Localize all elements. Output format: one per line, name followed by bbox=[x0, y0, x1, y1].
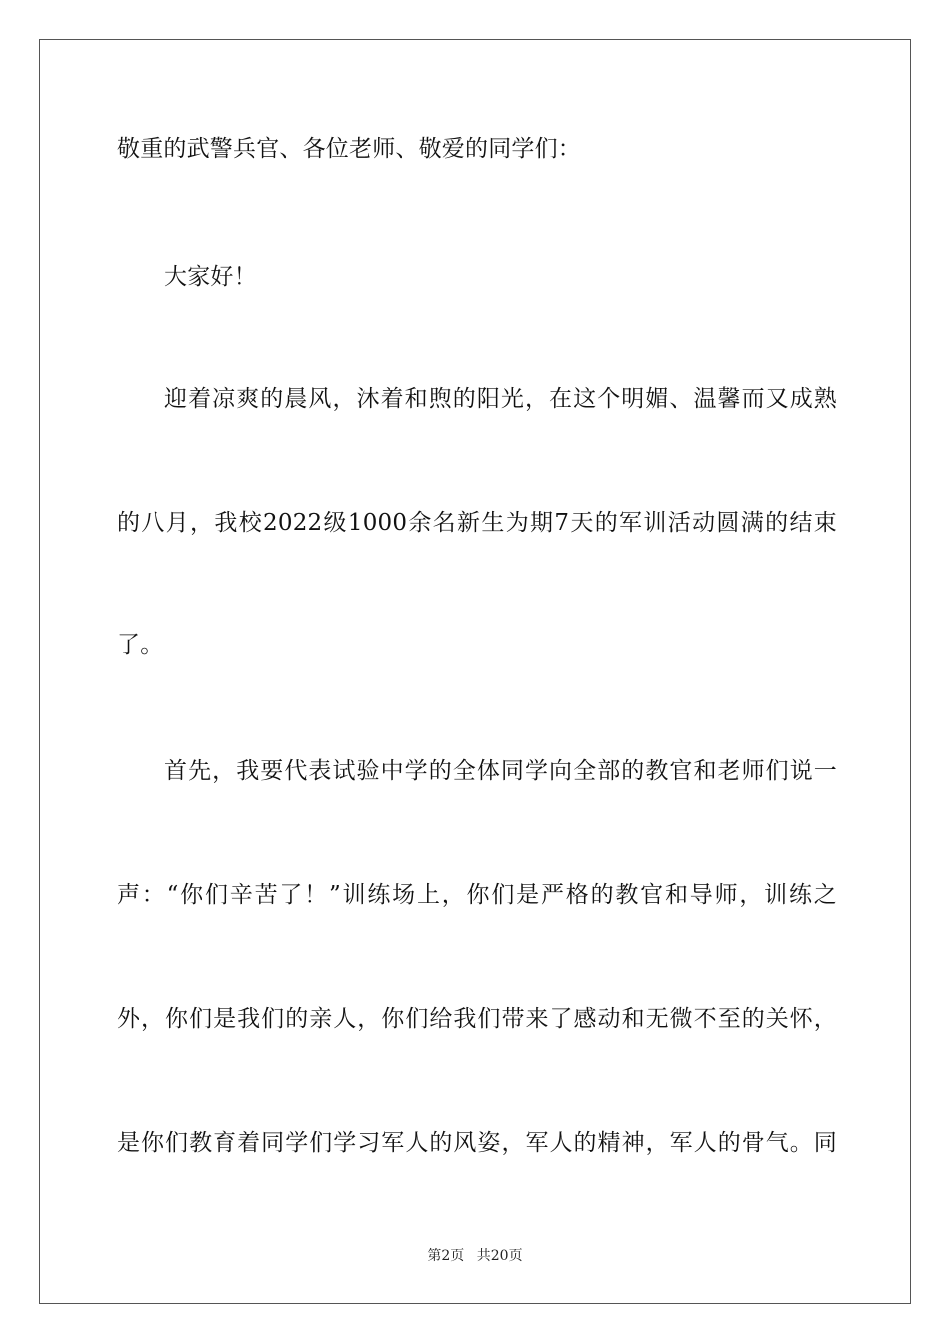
paragraph-2-line-1: 首先，我要代表试验中学的全体同学向全部的教官和老师们说一 bbox=[164, 758, 837, 784]
salutation-line: 敬重的武警兵官、各位老师、敬爱的同学们： bbox=[117, 136, 581, 162]
greeting-line: 大家好！ bbox=[164, 264, 257, 290]
paragraph-1-line-3: 了。 bbox=[117, 632, 164, 658]
paragraph-2-line-2: 声：“你们辛苦了！”训练场上，你们是严格的教官和导师，训练之 bbox=[117, 882, 837, 908]
current-page-label: 第2页 bbox=[427, 1248, 465, 1264]
total-pages-label: 共20页 bbox=[476, 1248, 523, 1264]
page-border bbox=[39, 39, 911, 1304]
paragraph-1-line-2: 的八月，我校2022级1000余名新生为期7天的军训活动圆满的结束 bbox=[117, 510, 837, 536]
paragraph-2-line-3: 外，你们是我们的亲人，你们给我们带来了感动和无微不至的关怀， bbox=[117, 1006, 837, 1032]
paragraph-2-line-4: 是你们教育着同学们学习军人的风姿，军人的精神，军人的骨气。同 bbox=[117, 1130, 837, 1156]
page-footer bbox=[0, 1247, 950, 1265]
paragraph-1-line-1: 迎着凉爽的晨风，沐着和煦的阳光，在这个明媚、温馨而又成熟 bbox=[164, 386, 837, 412]
